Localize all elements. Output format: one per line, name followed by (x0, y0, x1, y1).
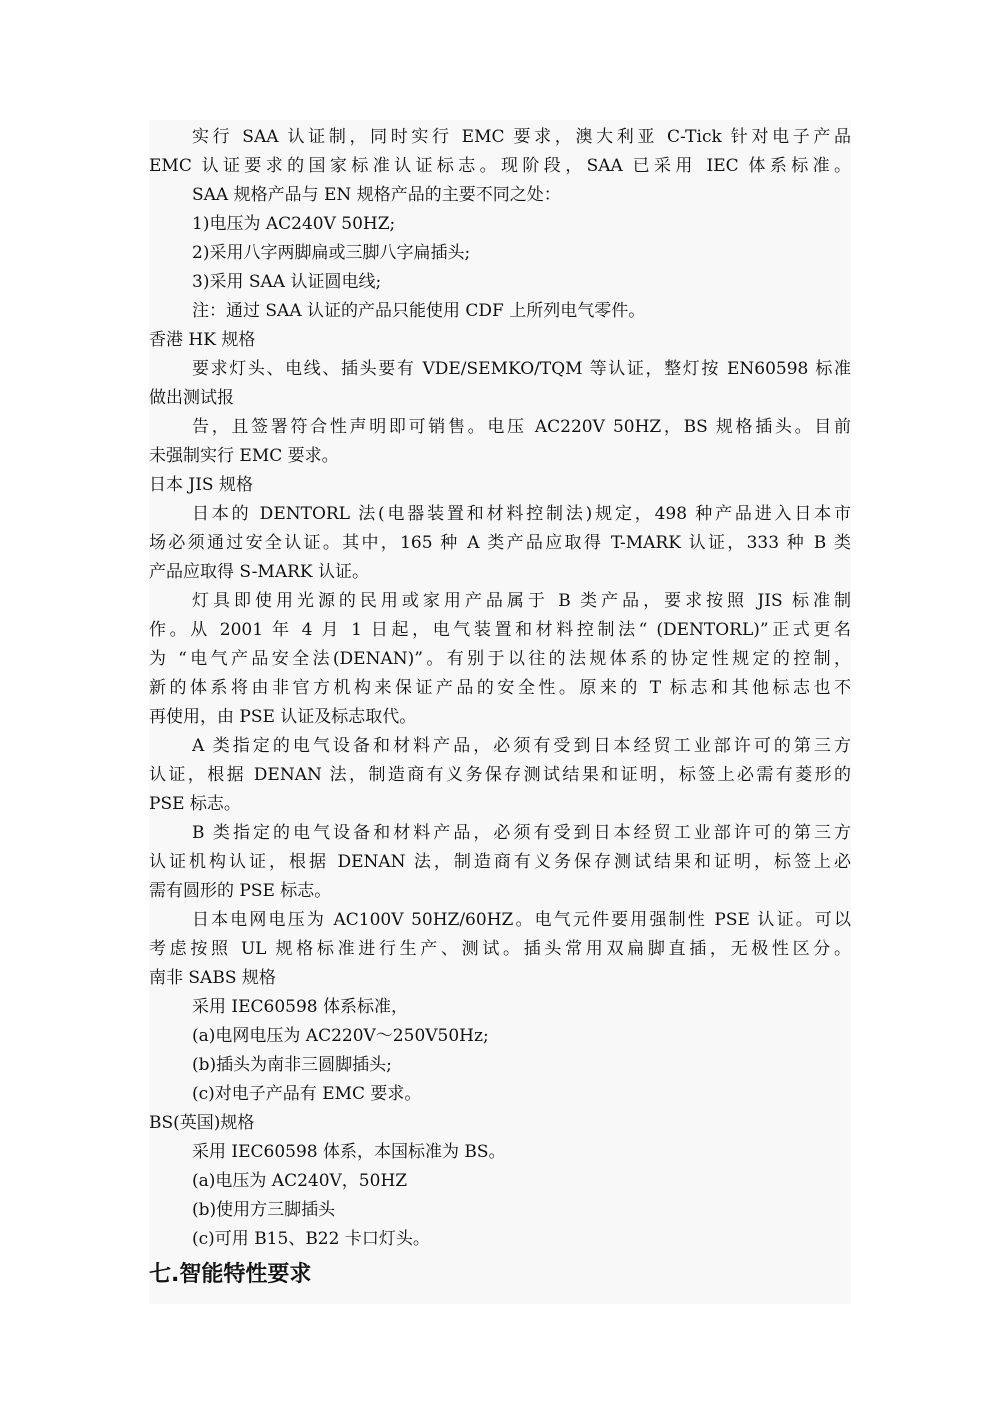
section-heading: 七.智能特性要求 (149, 1262, 312, 1287)
text-line: 2)采用八字两脚扁或三脚八字扁插头; (192, 243, 471, 263)
section-label-sabs: 南非 SABS 规格 (149, 968, 276, 988)
text-line: 产品应取得 S-MARK 认证。 (149, 562, 370, 582)
text-line: 日本的 DENTORL 法(电器装置和材料控制法)规定，498 种产品进入日本市 (192, 504, 851, 524)
text-line: 1)电压为 AC240V 50HZ; (192, 214, 396, 234)
text-line: 实行 SAA 认证制，同时实行 EMC 要求，澳大利亚 C-Tick 针对电子产品 (192, 127, 851, 147)
text-line: 作。从 2001 年 4 月 1 日起，电气装置和材料控制法“ (DENTORL)”正式更名 (149, 620, 851, 640)
section-label-jis: 日本 JIS 规格 (149, 475, 253, 495)
text-line: (c)对电子产品有 EMC 要求。 (192, 1084, 422, 1104)
text-line: EMC 认证要求的国家标准认证标志。现阶段，SAA 已采用 IEC 体系标准。 (149, 156, 851, 176)
text-line: 新的体系将由非官方机构来保证产品的安全性。原来的 T 标志和其他标志也不 (149, 678, 851, 698)
text-line: SAA 规格产品与 EN 规格产品的主要不同之处： (192, 185, 561, 205)
text-line: 需有圆形的 PSE 标志。 (149, 881, 332, 901)
text-line: 做出测试报 (149, 388, 234, 408)
text-line: 注：通过 SAA 认证的产品只能使用 CDF 上所列电气零件。 (192, 301, 646, 321)
text-line: 为 “电气产品安全法(DENAN)”。有别于以往的法规体系的协定性规定的控制， (149, 649, 851, 669)
text-line: (a)电网电压为 AC220V～250V50Hz; (192, 1026, 489, 1046)
section-label-hk: 香港 HK 规格 (149, 330, 256, 350)
text-line: (b)插头为南非三圆脚插头; (192, 1055, 392, 1075)
text-line: PSE 标志。 (149, 794, 241, 814)
text-line: 采用 IEC60598 体系，本国标准为 BS。 (192, 1142, 506, 1162)
text-line: (a)电压为 AC240V，50HZ (192, 1171, 408, 1191)
text-line: B 类指定的电气设备和材料产品，必须有受到日本经贸工业部许可的第三方 (192, 823, 851, 843)
text-line: 要求灯头、电线、插头要有 VDE/SEMKO/TQM 等认证，整灯按 EN60598 标准 (192, 359, 851, 379)
text-line: 认证机构认证，根据 DENAN 法，制造商有义务保存测试结果和证明，标签上必 (149, 852, 851, 872)
section-label-bs: BS(英国)规格 (149, 1113, 255, 1133)
text-line: 日本电网电压为 AC100V 50HZ/60HZ。电气元件要用强制性 PSE 认证。可以 (192, 910, 851, 930)
text-line: 告，且签署符合性声明即可销售。电压 AC220V 50HZ，BS 规格插头。目前 (192, 417, 851, 437)
text-line: 采用 IEC60598 体系标准， (192, 997, 409, 1017)
text-line: 灯具即使用光源的民用或家用产品属于 B 类产品，要求按照 JIS 标准制 (192, 591, 851, 611)
text-line: (b)使用方三脚插头 (192, 1200, 336, 1220)
text-line: 未强制实行 EMC 要求。 (149, 446, 339, 466)
text-line: 考虑按照 UL 规格标准进行生产、测试。插头常用双扁脚直插，无极性区分。 (149, 939, 851, 959)
text-line: 再使用，由 PSE 认证及标志取代。 (149, 707, 417, 727)
text-line: A 类指定的电气设备和材料产品，必须有受到日本经贸工业部许可的第三方 (192, 736, 851, 756)
text-line: 场必须通过安全认证。其中，165 种 A 类产品应取得 T-MARK 认证，333 种 B 类 (149, 533, 851, 553)
document-page (149, 120, 851, 1304)
text-line: 认证，根据 DENAN 法，制造商有义务保存测试结果和证明，标签上必需有菱形的 (149, 765, 851, 785)
text-line: (c)可用 B15、B22 卡口灯头。 (192, 1229, 430, 1249)
text-line: 3)采用 SAA 认证圆电线; (192, 272, 382, 292)
